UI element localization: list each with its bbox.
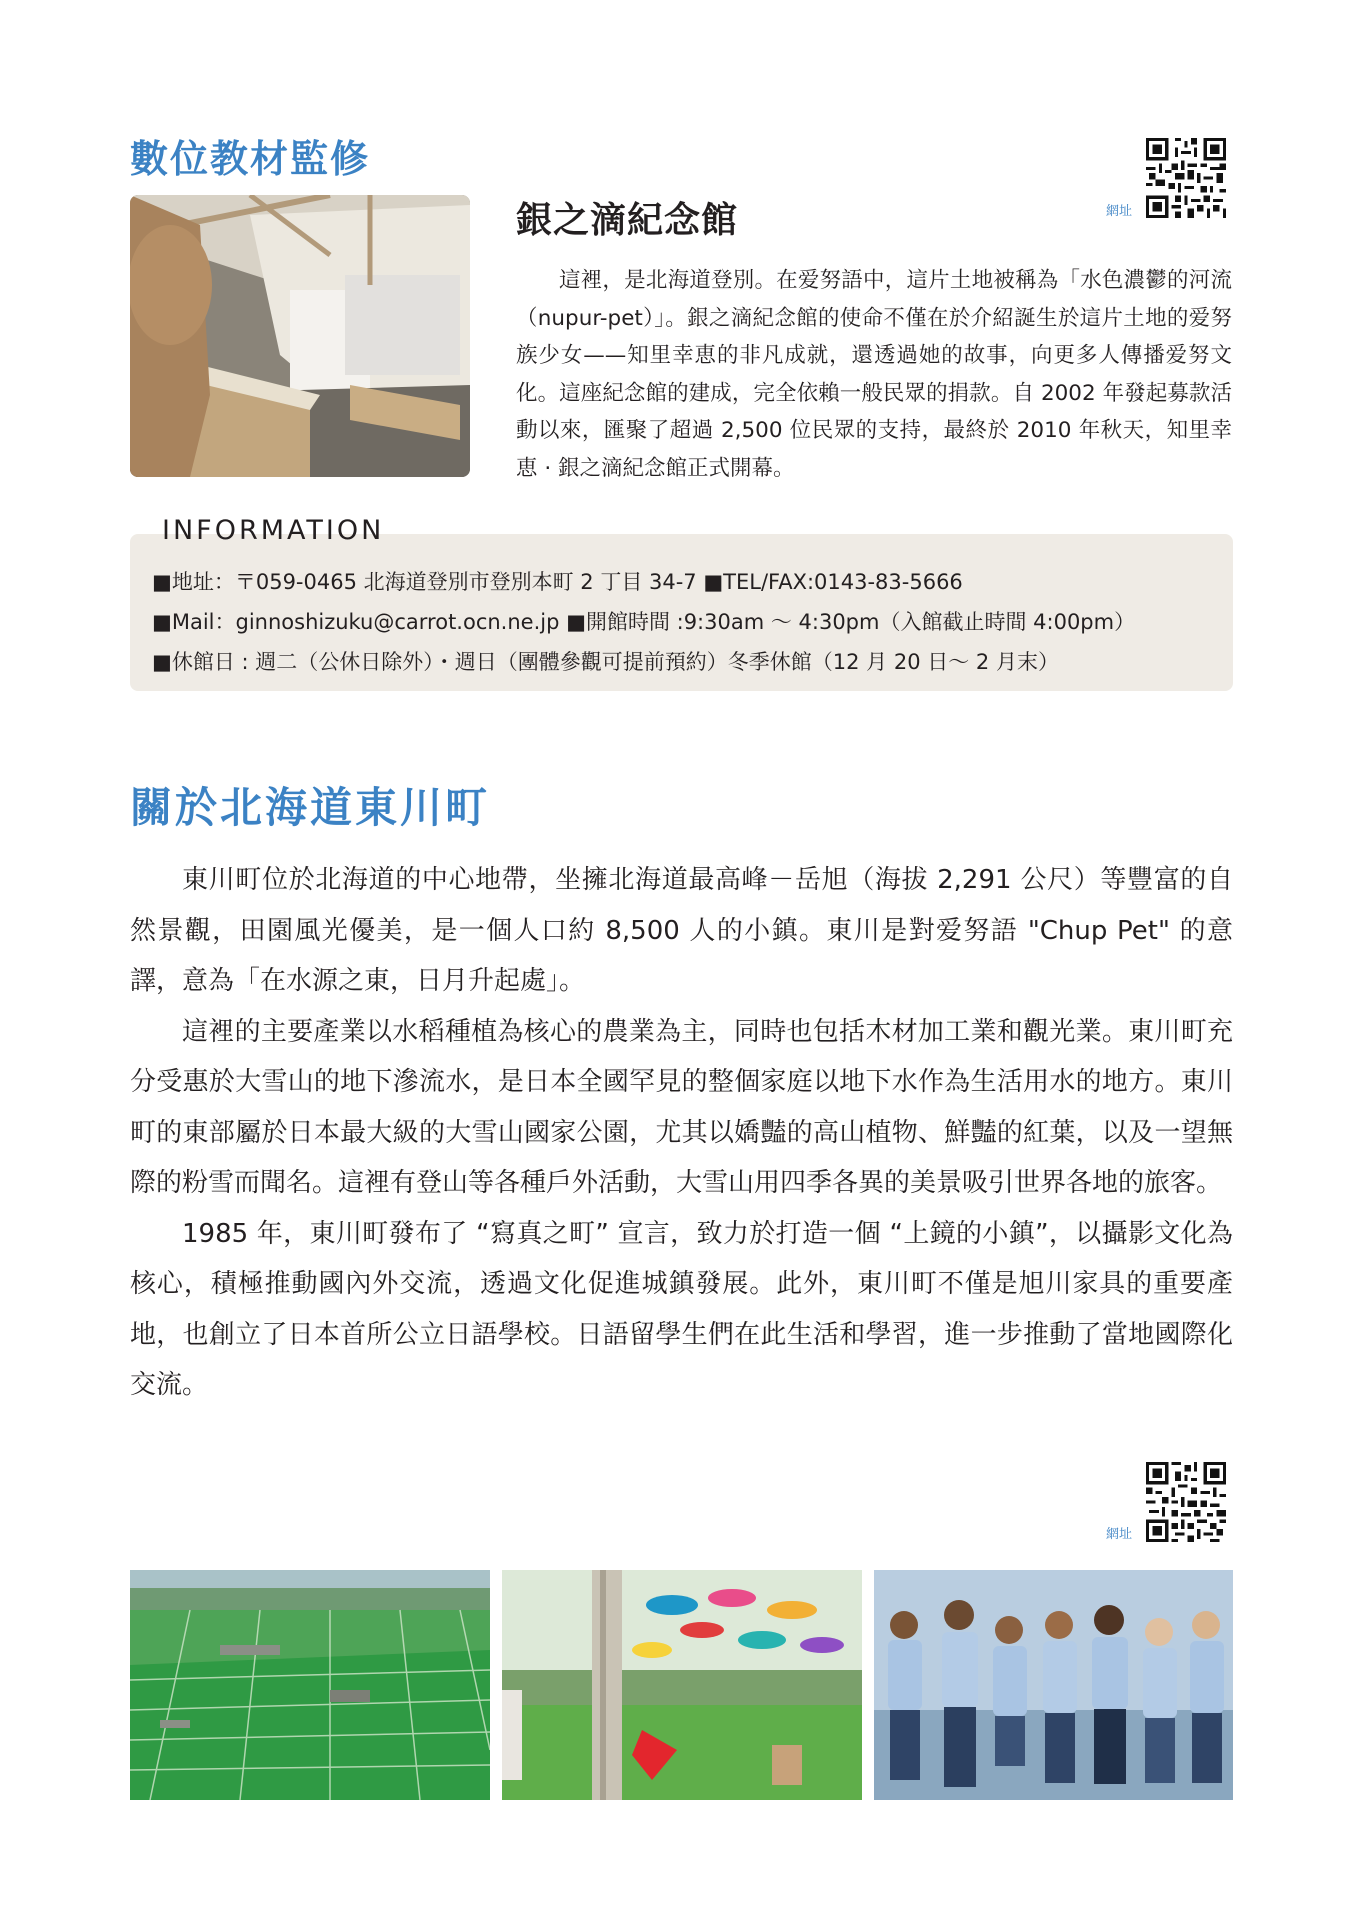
museum-name: 銀之滴紀念館 — [516, 200, 739, 241]
about-paragraph: 這裡的主要產業以水稻種植為核心的農業為主，同時也包括木材加工業和觀光業。東川町充分受惠於大雪山的地下滲流水，是日本全國罕見的整個家庭以地下水作為生活用水的地方。東川町的東部屬於日本最大級的大雪山國家公園，尤其以嬌豔的高山植物、鮮豔的紅葉，以及一望無際的粉雪而聞名。這裡有登山等各種戶外活動，大雪山用四季各異的美景吸引世界各地的旅客。 — [130, 1016, 1233, 1198]
info-address-line: ■地址：〒059-0465 北海道登別市登別本町 2 丁目 34-7 ■TEL/FAX:0143-83-5666 — [152, 570, 963, 594]
museum-description-text: 這裡，是北海道登別。在爱努語中，這片土地被稱為「水色濃鬱的河流（nupur-pet）」。銀之滴紀念館的使命不僅在於介紹誕生於這片土地的爱努族少女——知里幸恵的非凡成就，還透過她的故事，向更多人傳播爱努文化。這座紀念館的建成，完全依賴一般民眾的捐款。自 2002 年發起募款活動以來，匯聚了超過 2,500 位民眾的支持，最終於 2010 年秋天，知里幸恵 · 銀之滴紀念館正式開幕。 — [516, 268, 1232, 481]
museum-description — [516, 262, 1232, 487]
supervision-heading: 數位教材監修 — [130, 137, 371, 181]
town-qr-label: 網址 — [1106, 1527, 1133, 1542]
museum-qr-code[interactable] — [1146, 138, 1226, 218]
museum-interior-photo — [130, 195, 470, 477]
museum-qr-label: 網址 — [1106, 204, 1133, 219]
students-group-photo — [874, 1570, 1233, 1800]
rice-fields-aerial-photo — [130, 1570, 490, 1800]
info-mail-hours-line: ■Mail：ginnoshizuku@carrot.ocn.ne.jp ■開館時間 :9:30am 〜 4:30pm（入館截止時間 4:00pm） — [152, 610, 1136, 634]
info-closed-days-line: ■休館日 : 週二（公休日除外）・週日（團體參觀可提前預約）冬季休館（12 月 20 日〜 2 月末） — [152, 650, 1059, 674]
about-body — [130, 855, 1233, 1411]
information-title: INFORMATION — [162, 515, 385, 546]
umbrella-park-photo — [502, 1570, 862, 1800]
about-paragraph: 1985 年，東川町發布了 “寫真之町” 宣言，致力於打造一個 “上鏡的小鎮”，以攝影文化為核心，積極推動國內外交流，透過文化促進城鎮發展。此外，東川町不僅是旭川家具的重要產地，也創立了日本首所公立日語學校。日語留學生們在此生活和學習，進一步推動了當地國際化交流。 — [130, 1218, 1233, 1400]
about-paragraph: 東川町位於北海道的中心地帶，坐擁北海道最高峰－岳旭（海拔 2,291 公尺）等豐富的自然景觀，田園風光優美，是一個人口約 8,500 人的小鎮。東川是對爱努語 "Chup Pet" 的意譯，意為「在水源之東，日月升起處」。 — [130, 865, 1233, 996]
town-qr-code[interactable] — [1146, 1462, 1226, 1542]
about-heading: 關於北海道東川町 — [130, 783, 491, 832]
information-box — [130, 534, 1233, 691]
